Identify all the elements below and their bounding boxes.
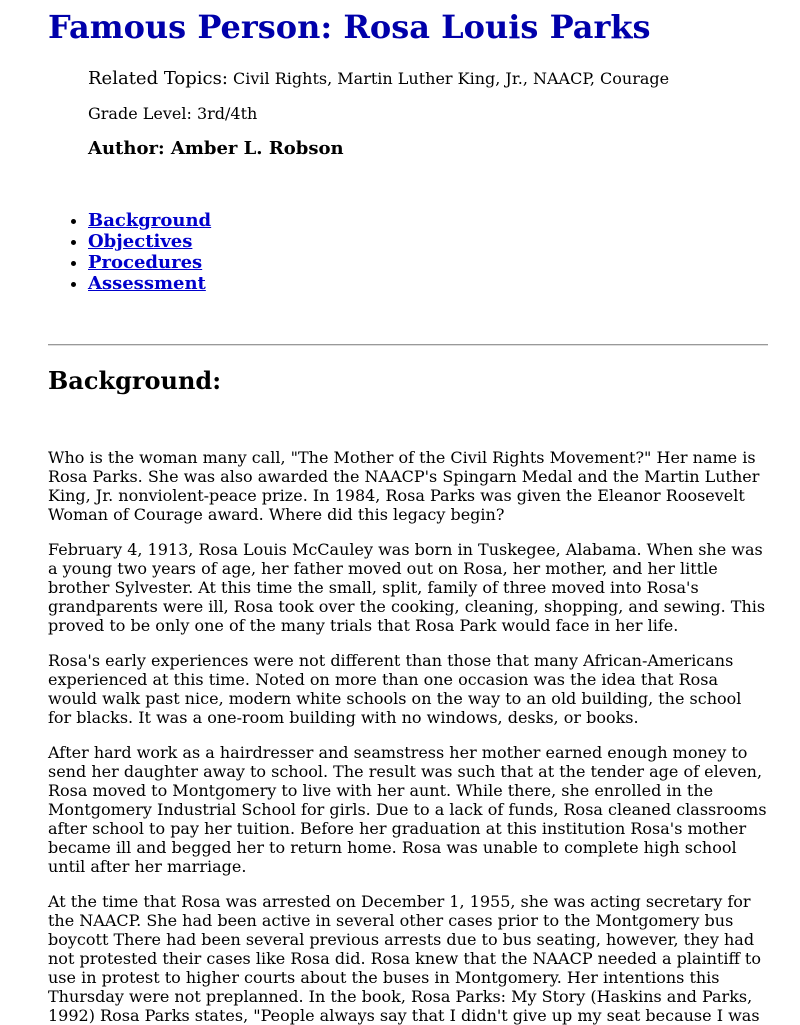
toc-link-objectives[interactable]: Objectives bbox=[88, 231, 193, 252]
background-heading: Background: bbox=[48, 366, 222, 395]
related-topics-value: Civil Rights, Martin Luther King, Jr., NAACP, Courage bbox=[227, 69, 670, 88]
toc-link-procedures[interactable]: Procedures bbox=[88, 252, 203, 273]
toc-item-procedures bbox=[88, 252, 768, 273]
section-divider bbox=[48, 344, 768, 346]
background-paragraph: Rosa's early experiences were not different than those that many African-Americans experienced at this time. Noted on more than one occasion was the idea that Rosa would walk past nice, modern white schools on the way to an old building, the school for blacks. It was a one-room building with no windows, desks, or books. bbox=[48, 651, 742, 727]
background-paragraph: Who is the woman many call, "The Mother of the Civil Rights Movement?" Her name is Rosa Parks. She was also awarded the NAACP's Spingarn Medal and the Martin Luther King, Jr. nonviolent-peace prize. In 1984, Rosa Parks was given the Eleanor Roosevelt Woman of Courage award. Where did this legacy begin? bbox=[48, 448, 760, 524]
page-title: Famous Person: Rosa Louis Parks bbox=[48, 8, 651, 46]
grade-level: Grade Level: 3rd/4th bbox=[88, 104, 258, 123]
author: Author: Amber L. Robson bbox=[88, 138, 344, 159]
toc-link-assessment[interactable]: Assessment bbox=[88, 273, 206, 294]
toc-item-background bbox=[88, 210, 768, 231]
background-paragraph: February 4, 1913, Rosa Louis McCauley was born in Tuskegee, Alabama. When she was a young two years of age, her father moved out on Rosa, her mother, and her little brother Sylvester. At this time the small, split, family of three moved into Rosa's grandparents were ill, Rosa took over the cooking, cleaning, shopping, and sewing. This proved to be only one of the many trials that Rosa Park would face in her life. bbox=[48, 540, 766, 635]
toc-link-background[interactable]: Background bbox=[88, 210, 212, 231]
toc-item-assessment bbox=[88, 273, 768, 294]
lesson-meta bbox=[88, 68, 768, 160]
background-paragraph: At the time that Rosa was arrested on December 1, 1955, she was acting secretary for the NAACP. She had been active in several other cases prior to the Montgomery bus boycott There had been several previous arrests due to bus seating, however, they had not protested their cases like Rosa did. Rosa knew that the NAACP needed a plaintiff to use in protest to higher courts about the buses in Montgomery. Her intentions this Thursday were not preplanned. In the book, Rosa Parks: My Story (Haskins and Parks, 1992) Rosa Parks states, "People always say that I didn't give up my seat because I was bbox=[48, 892, 761, 1025]
background-body bbox=[48, 448, 768, 1025]
background-paragraph: After hard work as a hairdresser and seamstress her mother earned enough money to send her daughter away to school. The result was such that at the tender age of eleven, Rosa moved to Montgomery to live with her aunt. While there, she enrolled in the Montgomery Industrial School for girls. Due to a lack of funds, Rosa cleaned classrooms after school to pay her tuition. Before her graduation at this institution Rosa's mother became ill and begged her to return home. Rosa was unable to complete high school until after her marriage. bbox=[48, 743, 767, 876]
toc-item-objectives bbox=[88, 231, 768, 252]
related-topics bbox=[88, 68, 768, 90]
related-topics-label: Related Topics: bbox=[88, 68, 228, 89]
table-of-contents bbox=[48, 210, 768, 294]
